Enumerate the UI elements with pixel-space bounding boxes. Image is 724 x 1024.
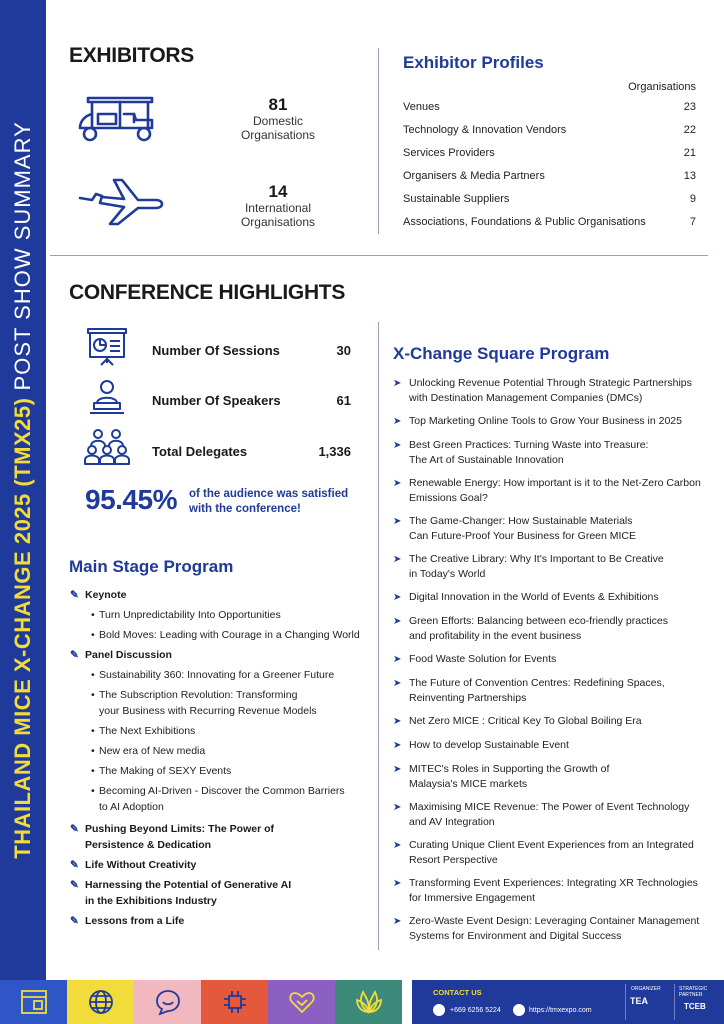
panel-item-text: Becoming AI-Driven - Discover the Common Barriers (99, 785, 345, 797)
program-item (70, 913, 184, 929)
pencil-check-icon: ✎ (70, 823, 79, 835)
xchange-item-text (409, 376, 692, 406)
xchange-item (393, 838, 713, 868)
delegates-group-icon (84, 428, 130, 471)
divider-vertical-top (378, 48, 379, 234)
xchange-item (393, 414, 713, 429)
profile-row (403, 101, 696, 113)
xchange-item-line: MITEC's Roles in Supporting the Growth of (409, 763, 610, 775)
xchange-item (393, 714, 713, 729)
profile-name: Venues (403, 101, 440, 113)
globe-icon (87, 988, 115, 1016)
arrow-icon: ➤ (393, 478, 402, 489)
leaf-icon (355, 988, 383, 1016)
xchange-item-line: Reinventing Partnerships (409, 692, 527, 704)
speaker-podium-icon (88, 379, 126, 420)
arrow-icon: ➤ (393, 840, 402, 851)
exhibitor-profiles-title: Exhibitor Profiles (403, 53, 544, 72)
xchange-item-line: The Art of Sustainable Innovation (409, 454, 564, 466)
profile-row (403, 147, 696, 159)
program-item-text (85, 821, 274, 853)
profile-name: Associations, Foundations & Public Organisations (403, 216, 646, 228)
panel-item-continued: your Business with Recurring Revenue Models (99, 705, 317, 717)
xchange-item-text (409, 838, 694, 868)
xchange-item-line: with Destination Management Companies (DMCs) (409, 392, 643, 404)
arrow-icon: ➤ (393, 716, 402, 727)
side-banner (0, 0, 46, 980)
program-item-line2: Persistence & Dedication (85, 839, 212, 851)
xchange-item-line: Maximising MICE Revenue: The Power of Event Technology (409, 801, 690, 813)
satisfaction-line1: of the audience was satisfied (189, 488, 349, 500)
xchange-item-line: The Creative Library: Why It's Important to Be Creative (409, 553, 664, 565)
xchange-item-text (409, 514, 636, 544)
satisfaction-line2: with the conference! (189, 503, 301, 515)
xchange-item-text (409, 438, 648, 468)
footer-tile-chip (201, 980, 268, 1024)
arrow-icon: ➤ (393, 378, 402, 389)
organizer-label: ORGANIZER (631, 986, 661, 992)
xchange-item-text (409, 414, 682, 429)
keynote-item-text: Turn Unpredictability Into Opportunities (99, 609, 281, 621)
international-label (218, 201, 338, 229)
handshake-heart-icon (288, 988, 316, 1016)
xchange-item-text (409, 762, 609, 792)
keynote-item: • Bold Moves: Leading with Courage in a Changing World (91, 629, 360, 641)
xchange-item-line: Malaysia's MICE markets (409, 778, 528, 790)
domestic-label-line2: Organisations (240, 128, 316, 142)
xchange-item-line: Curating Unique Client Event Experiences from an Integrated (409, 839, 694, 851)
panel-item: • The Making of SEXY Events (91, 765, 232, 777)
side-banner-text (10, 121, 36, 859)
keynote-label: Keynote (85, 589, 127, 601)
presentation-board-icon (86, 327, 128, 372)
program-item-text (85, 877, 291, 909)
globe-small-icon (513, 1004, 525, 1016)
xchange-item-line: Can Future-Proof Your Business for Green MICE (409, 530, 637, 542)
xchange-item-line: for Immersive Engagement (409, 892, 536, 904)
xchange-item-line: in Today's World (409, 568, 486, 580)
profile-count: 9 (689, 193, 696, 205)
keynote-item-text: Bold Moves: Leading with Courage in a Changing World (99, 629, 360, 641)
panel-item: • The Subscription Revolution: Transforming (91, 689, 298, 701)
xchange-item-text (409, 614, 668, 644)
xchange-item-text (409, 552, 664, 582)
xchange-item-line: Digital Innovation in the World of Events & Exhibitions (409, 591, 659, 603)
xchange-item (393, 738, 713, 753)
xchange-item-line: Emissions Goal? (409, 492, 488, 504)
footer-divider (625, 984, 626, 1020)
contact-website[interactable]: https://tmxexpo.com (529, 1007, 592, 1014)
satisfaction-percent: 95.45% (85, 484, 177, 515)
xchange-item-line: Best Green Practices: Turning Waste into Treasure: (409, 439, 649, 451)
domestic-label-line1: Domestic (252, 114, 303, 128)
pencil-check-icon: ✎ (70, 649, 79, 661)
international-label-line1: International (244, 201, 312, 215)
pencil-check-icon: ✎ (70, 859, 79, 871)
xchange-item (393, 552, 713, 582)
xchange-item (393, 376, 713, 406)
keynote-heading (70, 587, 126, 603)
xchange-item-line: Systems for Environment and Digital Success (409, 930, 622, 942)
conference-heading: CONFERENCE HIGHLIGHTS (69, 281, 346, 304)
airplane-icon (78, 176, 166, 233)
xchange-item (393, 476, 713, 506)
program-item-text: Lessons from a Life (85, 915, 185, 927)
arrow-icon: ➤ (393, 878, 402, 889)
panel-item-text: The Making of SEXY Events (99, 765, 232, 777)
profile-count: 22 (683, 124, 696, 136)
panel-item: • New era of New media (91, 745, 206, 757)
footer-tile-leaf (335, 980, 402, 1024)
arrow-icon: ➤ (393, 592, 402, 603)
contact-title: CONTACT US (433, 988, 482, 997)
delegates-value: 1,336 (318, 444, 351, 459)
organizer-logo: TEA (630, 996, 648, 1006)
xchange-item-line: and AV Integration (409, 816, 495, 828)
xchange-item-text (409, 476, 701, 506)
program-item-line1: Pushing Beyond Limits: The Power of (85, 823, 275, 835)
contact-phone[interactable]: +669 6256 5224 (450, 1007, 501, 1014)
profile-count: 21 (683, 147, 696, 159)
arrow-icon: ➤ (393, 654, 402, 665)
xchange-item (393, 762, 713, 792)
profile-name: Technology & Innovation Vendors (403, 124, 567, 136)
divider-horizontal (50, 255, 708, 256)
xchange-item-line: The Game-Changer: How Sustainable Materials (409, 515, 633, 527)
xchange-item-line: and profitability in the event business (409, 630, 582, 642)
profile-count: 23 (683, 101, 696, 113)
xchange-item (393, 614, 713, 644)
profile-name: Services Providers (403, 147, 495, 159)
xchange-item-text (409, 590, 659, 605)
speakers-label: Number Of Speakers (152, 393, 281, 408)
banner-subtitle: POST SHOW SUMMARY (10, 121, 35, 398)
arrow-icon: ➤ (393, 440, 402, 451)
program-item (70, 877, 291, 909)
arrow-icon: ➤ (393, 740, 402, 751)
profile-row (403, 170, 696, 182)
xchange-item-text (409, 714, 642, 729)
profile-name: Organisers & Media Partners (403, 170, 545, 182)
xchange-item (393, 514, 713, 544)
xchange-item-line: Unlocking Revenue Potential Through Strategic Partnerships (409, 377, 692, 389)
xchange-item-line: Resort Perspective (409, 854, 498, 866)
xchange-item (393, 914, 713, 944)
tuk-tuk-icon (76, 92, 158, 149)
xchange-item-text (409, 652, 556, 667)
panel-item-text: Sustainability 360: Innovating for a Greener Future (99, 669, 335, 681)
program-item (70, 821, 274, 853)
panel-heading (70, 647, 172, 663)
sessions-value: 30 (336, 343, 351, 358)
main-stage-title: Main Stage Program (69, 557, 234, 576)
arrow-icon: ➤ (393, 678, 402, 689)
footer-divider (674, 984, 675, 1020)
delegates-label: Total Delegates (152, 444, 248, 459)
panel-item-text: The Next Exhibitions (99, 725, 196, 737)
profile-count: 7 (689, 216, 696, 228)
pencil-check-icon: ✎ (70, 589, 79, 601)
international-count: 14 (268, 182, 288, 201)
profile-row (403, 193, 696, 205)
panel-item-text: New era of New media (99, 745, 206, 757)
profile-row (403, 124, 696, 136)
footer-tile-globe (67, 980, 134, 1024)
arrow-icon: ➤ (393, 916, 402, 927)
arrow-icon: ➤ (393, 516, 402, 527)
profile-row (403, 216, 696, 228)
footer-tile-chat (134, 980, 201, 1024)
xchange-item-line: Top Marketing Online Tools to Grow Your Business in 2025 (409, 415, 682, 427)
banner-event-name: THAILAND MICE X-CHANGE 2025 (TMX25) (10, 397, 35, 859)
xchange-item-line: Net Zero MICE : Critical Key To Global Boiling Era (409, 715, 642, 727)
phone-icon (433, 1004, 445, 1016)
panel-item: • Sustainability 360: Innovating for a Greener Future (91, 669, 335, 681)
pencil-check-icon: ✎ (70, 879, 79, 891)
partner-logo: TCEB (684, 1002, 706, 1011)
xchange-title: X-Change Square Program (393, 344, 610, 363)
program-item (70, 857, 196, 873)
pencil-check-icon: ✎ (70, 915, 79, 927)
xchange-item-text (409, 738, 569, 753)
xchange-item-line: The Future of Convention Centres: Redefining Spaces, (409, 677, 665, 689)
xchange-item-line: Renewable Energy: How important is it to the Net-Zero Carbon (409, 477, 701, 489)
arrow-icon: ➤ (393, 616, 402, 627)
xchange-item (393, 676, 713, 706)
arrow-icon: ➤ (393, 802, 402, 813)
xchange-item-line: Zero-Waste Event Design: Leveraging Container Management (409, 915, 700, 927)
satisfaction-text (189, 487, 359, 517)
panel-item: • Becoming AI-Driven - Discover the Common Barriers (91, 785, 345, 797)
panel-item-text: The Subscription Revolution: Transforming (99, 689, 298, 701)
sessions-label: Number Of Sessions (152, 343, 280, 358)
xchange-item (393, 876, 713, 906)
footer-tile-exhibition (0, 980, 67, 1024)
arrow-icon: ➤ (393, 554, 402, 565)
xchange-item (393, 652, 713, 667)
panel-label: Panel Discussion (85, 649, 172, 661)
xchange-item-text (409, 914, 699, 944)
arrow-icon: ➤ (393, 764, 402, 775)
xchange-item-text (409, 800, 689, 830)
xchange-item-line: Green Efforts: Balancing between eco-friendly practices (409, 615, 668, 627)
xchange-item-line: How to develop Sustainable Event (409, 739, 569, 751)
xchange-item (393, 438, 713, 468)
keynote-item: • Turn Unpredictability Into Opportunities (91, 609, 281, 621)
profile-name: Sustainable Suppliers (403, 193, 510, 205)
xchange-item (393, 800, 713, 830)
xchange-item-text (409, 676, 665, 706)
program-item-line1: Harnessing the Potential of Generative AI (85, 879, 292, 891)
xchange-item-line: Transforming Event Experiences: Integrating XR Technologies (409, 877, 698, 889)
xchange-item (393, 590, 713, 605)
xchange-item-text (409, 876, 698, 906)
arrow-icon: ➤ (393, 416, 402, 427)
program-item-text: Life Without Creativity (85, 859, 197, 871)
exhibitors-heading: EXHIBITORS (69, 44, 194, 67)
exhibition-booth-icon (20, 989, 48, 1015)
circuit-chip-icon (221, 988, 249, 1016)
profile-count: 13 (683, 170, 696, 182)
footer-tile-handshake (268, 980, 335, 1024)
partner-label: STRATEGIC PARTNER (679, 986, 708, 998)
domestic-count: 81 (268, 95, 288, 114)
program-item-line2: in the Exhibitions Industry (85, 895, 217, 907)
contact-panel (412, 980, 724, 1024)
smile-chat-icon (154, 988, 182, 1016)
xchange-item-line: Food Waste Solution for Events (409, 653, 557, 665)
profiles-column-header: Organisations (628, 81, 696, 93)
international-label-line2: Organisations (240, 215, 316, 229)
divider-vertical-bottom (378, 322, 379, 950)
panel-item-continued: to AI Adoption (99, 801, 164, 813)
domestic-label (218, 114, 338, 142)
speakers-value: 61 (336, 393, 351, 408)
panel-item: • The Next Exhibitions (91, 725, 196, 737)
